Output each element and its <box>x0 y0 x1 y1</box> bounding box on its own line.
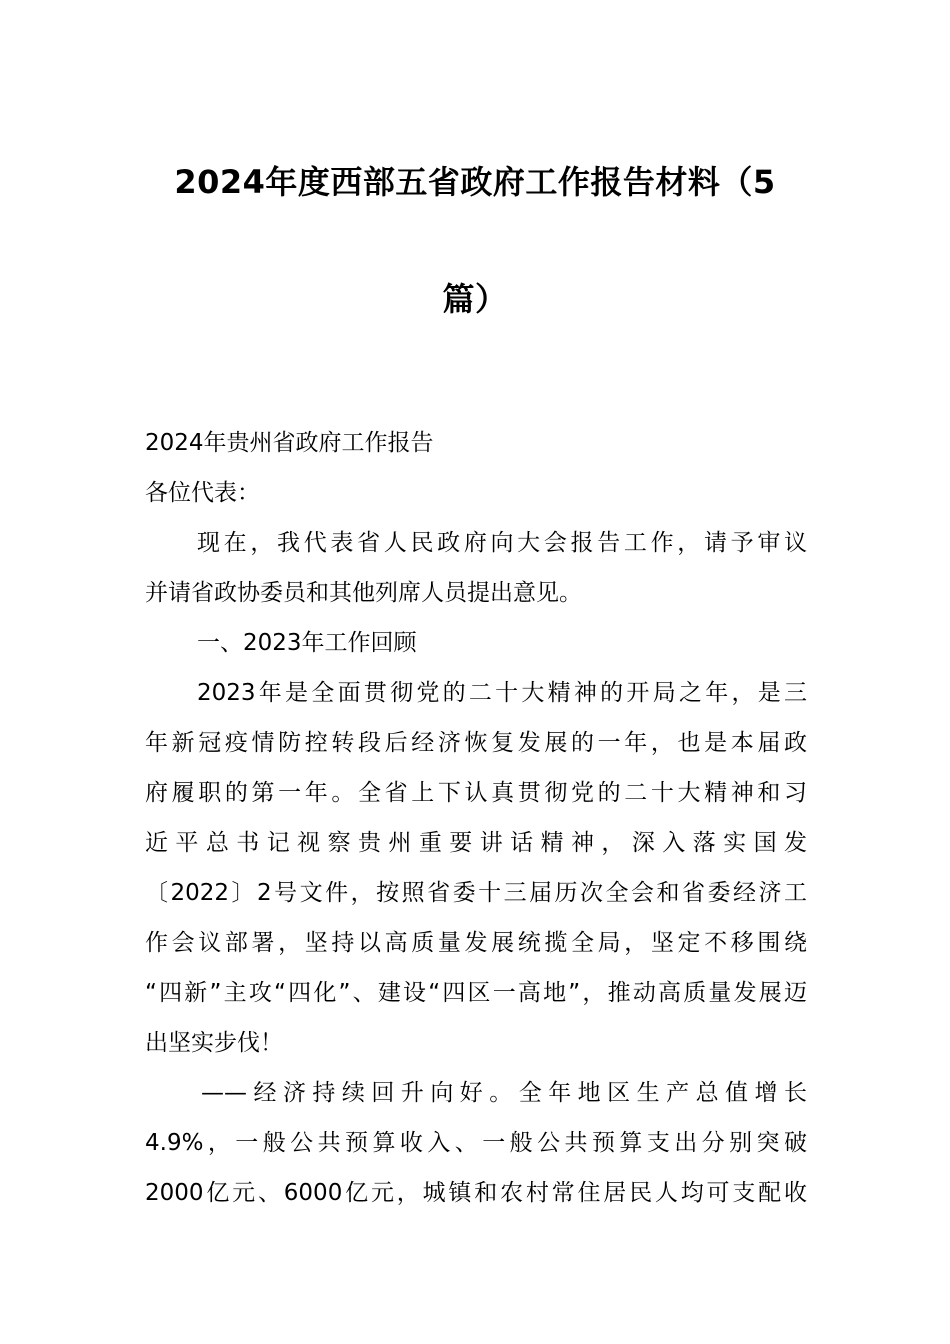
paragraph-line: 4.9%，一般公共预算收入、一般公共预算支出分别突破 <box>145 1130 807 1156</box>
paragraph-line: 现在，我代表省人民政府向大会报告工作，请予审议 <box>197 530 807 556</box>
report-heading: 2024年贵州省政府工作报告 <box>145 430 434 456</box>
paragraph-line: 府履职的第一年。全省上下认真贯彻党的二十大精神和习 <box>145 780 807 806</box>
paragraph-line: 近平总书记视察贵州重要讲话精神，深入落实国发 <box>145 830 807 856</box>
paragraph-line: 作会议部署，坚持以高质量发展统揽全局，坚定不移围绕 <box>145 930 807 956</box>
paragraph-line: 并请省政协委员和其他列席人员提出意见。 <box>145 580 582 606</box>
paragraph-line: 〔2022〕2号文件，按照省委十三届历次全会和省委经济工 <box>145 880 807 906</box>
paragraph-line: 2000亿元、6000亿元，城镇和农村常住居民人均可支配收 <box>145 1180 807 1206</box>
document-body <box>145 418 807 1218</box>
paragraph-line: 2023年是全面贯彻党的二十大精神的开局之年，是三 <box>197 680 807 706</box>
section-heading: 一、2023年工作回顾 <box>197 630 417 656</box>
salutation: 各位代表： <box>145 480 260 506</box>
paragraph-line: 出坚实步伐！ <box>145 1030 283 1056</box>
document-title-line-2: 篇） <box>442 280 508 318</box>
paragraph-line: ——经济持续回升向好。全年地区生产总值增长 <box>201 1080 807 1106</box>
document-title-line-1: 2024年度西部五省政府工作报告材料（5 <box>174 163 776 201</box>
paragraph-line: “四新”主攻“四化”、建设“四区一高地”，推动高质量发展迈 <box>145 980 807 1006</box>
paragraph-line: 年新冠疫情防控转段后经济恢复发展的一年，也是本届政 <box>145 730 807 756</box>
